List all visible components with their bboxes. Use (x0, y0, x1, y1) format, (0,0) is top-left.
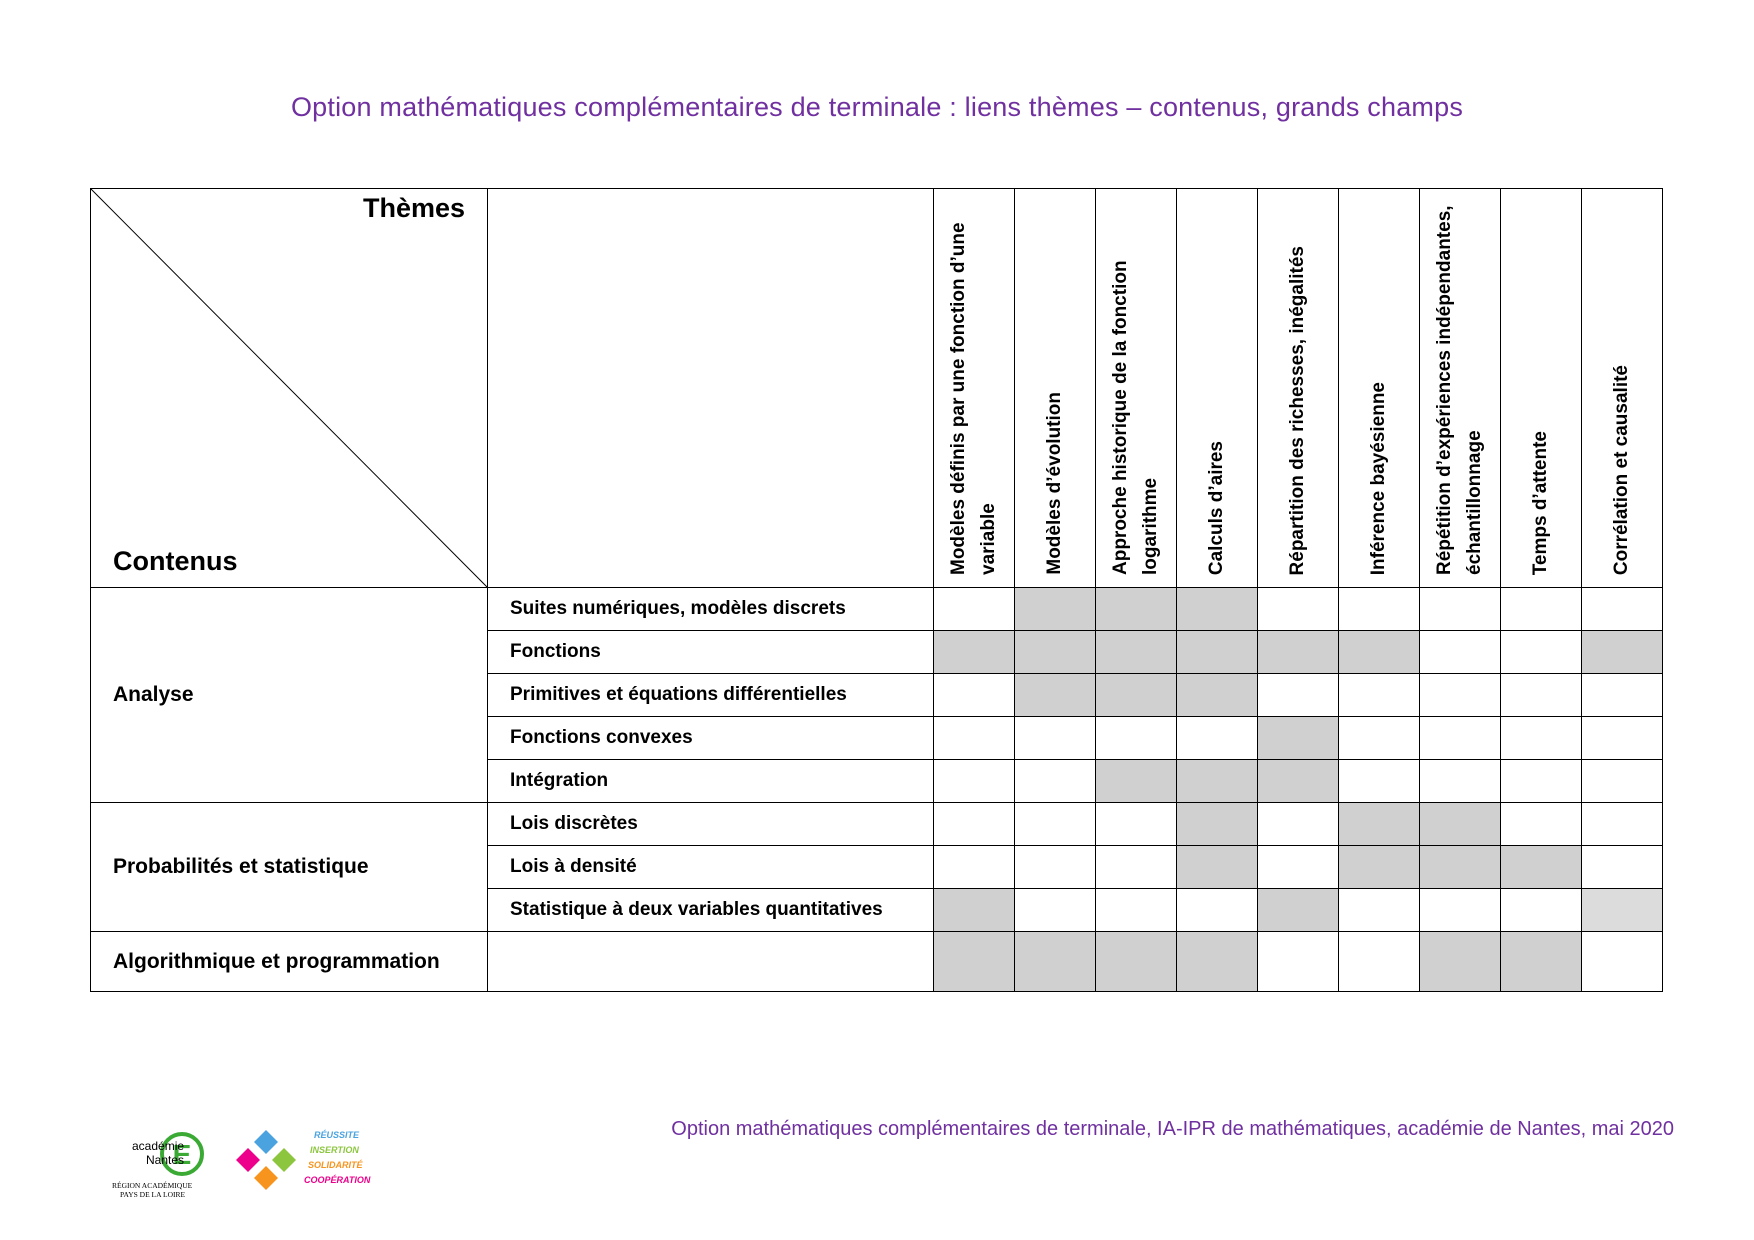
content-label (488, 932, 934, 992)
link-cell-marked (1501, 932, 1582, 992)
link-cell-empty (1015, 846, 1096, 889)
link-cell-marked (1177, 932, 1258, 992)
link-cell-marked (1258, 760, 1339, 803)
link-cell-empty (1501, 631, 1582, 674)
theme-label: Répartition des richesses, inégalités (1287, 245, 1308, 575)
content-group: Algorithmique et programmation (91, 932, 488, 992)
link-cell-marked (1339, 846, 1420, 889)
svg-text:COOPÉRATION: COOPÉRATION (304, 1175, 371, 1185)
link-cell-empty (934, 803, 1015, 846)
link-cell-empty (1258, 803, 1339, 846)
link-cell-marked (1582, 889, 1663, 932)
theme-label: Inférence bayésienne (1368, 381, 1389, 575)
blank-header-cell (488, 189, 934, 588)
link-cell-empty (1420, 588, 1501, 631)
link-cell-marked (1501, 846, 1582, 889)
link-cell-empty (1420, 889, 1501, 932)
svg-text:académie: académie (132, 1139, 185, 1153)
link-cell-marked (1420, 846, 1501, 889)
link-cell-empty (1582, 803, 1663, 846)
values-logo (232, 1120, 382, 1200)
theme-header-9 (1582, 189, 1663, 588)
link-cell-empty (1339, 889, 1420, 932)
theme-header-4 (1177, 189, 1258, 588)
link-cell-marked (1177, 846, 1258, 889)
link-cell-empty (1015, 717, 1096, 760)
link-cell-empty (1015, 889, 1096, 932)
link-cell-marked (1096, 588, 1177, 631)
link-cell-empty (934, 760, 1015, 803)
link-cell-marked (1096, 674, 1177, 717)
link-cell-empty (1015, 760, 1096, 803)
contents-label: Contenus (113, 546, 238, 576)
link-cell-empty (1420, 760, 1501, 803)
link-cell-marked (1582, 631, 1663, 674)
link-cell-empty (1501, 760, 1582, 803)
academie-logo (110, 1120, 210, 1200)
theme-header-1 (934, 189, 1015, 588)
link-cell-marked (1096, 932, 1177, 992)
content-group: Analyse (91, 588, 488, 803)
link-cell-marked (1177, 803, 1258, 846)
link-cell-marked (1258, 717, 1339, 760)
theme-header-7 (1420, 189, 1501, 588)
link-cell-marked (1420, 803, 1501, 846)
link-cell-empty (1258, 932, 1339, 992)
link-cell-marked (934, 932, 1015, 992)
theme-label: Temps d’attente (1530, 430, 1551, 575)
content-label: Lois à densité (488, 846, 934, 889)
link-cell-empty (1339, 674, 1420, 717)
link-cell-marked (934, 631, 1015, 674)
content-label: Fonctions (488, 631, 934, 674)
link-cell-marked (1177, 760, 1258, 803)
theme-label: Approche historique de la fonction logarithme (1110, 260, 1161, 575)
link-cell-empty (1096, 889, 1177, 932)
link-cell-marked (934, 889, 1015, 932)
link-cell-marked (1015, 674, 1096, 717)
svg-text:E: E (172, 1139, 192, 1170)
theme-label: Corrélation et causalité (1611, 364, 1632, 575)
link-cell-empty (1420, 674, 1501, 717)
content-group: Probabilités et statistique (91, 803, 488, 932)
content-label: Statistique à deux variables quantitatives (488, 889, 934, 932)
link-cell-marked (1339, 631, 1420, 674)
link-cell-empty (1420, 631, 1501, 674)
link-cell-empty (1420, 717, 1501, 760)
link-cell-empty (1258, 674, 1339, 717)
theme-label: Calculs d’aires (1206, 440, 1227, 575)
link-cell-marked (1015, 932, 1096, 992)
svg-text:SOLIDARITÉ: SOLIDARITÉ (308, 1160, 363, 1170)
link-cell-empty (1339, 588, 1420, 631)
content-label: Primitives et équations différentielles (488, 674, 934, 717)
link-cell-empty (1582, 674, 1663, 717)
theme-header-8 (1501, 189, 1582, 588)
svg-text:RÉUSSITE: RÉUSSITE (314, 1130, 360, 1140)
table-row (91, 803, 1663, 846)
link-cell-empty (1015, 803, 1096, 846)
content-label: Suites numériques, modèles discrets (488, 588, 934, 631)
link-cell-empty (1177, 717, 1258, 760)
link-cell-empty (1582, 760, 1663, 803)
link-cell-marked (1258, 889, 1339, 932)
link-cell-empty (934, 588, 1015, 631)
link-cell-marked (1420, 932, 1501, 992)
svg-text:INSERTION: INSERTION (310, 1145, 359, 1155)
corner-diagonal (91, 189, 488, 588)
link-cell-empty (1096, 803, 1177, 846)
link-cell-marked (1096, 760, 1177, 803)
link-cell-marked (1339, 803, 1420, 846)
svg-text:RÉGION ACADÉMIQUE: RÉGION ACADÉMIQUE (112, 1181, 193, 1190)
link-cell-marked (1258, 631, 1339, 674)
link-cell-empty (1339, 760, 1420, 803)
link-cell-marked (1177, 674, 1258, 717)
link-cell-empty (1096, 717, 1177, 760)
link-cell-empty (1258, 846, 1339, 889)
link-cell-marked (1096, 631, 1177, 674)
link-cell-marked (1015, 631, 1096, 674)
theme-header-6 (1339, 189, 1420, 588)
footer-text: Option mathématiques complémentaires de terminale, IA-IPR de mathématiques, académie de Nantes, mai 2020 (671, 1118, 1674, 1140)
corner-cell (91, 189, 488, 588)
link-cell-empty (934, 674, 1015, 717)
table-row (91, 932, 1663, 992)
link-cell-empty (1582, 717, 1663, 760)
link-cell-empty (1501, 889, 1582, 932)
link-cell-empty (1339, 717, 1420, 760)
link-cell-empty (1258, 588, 1339, 631)
theme-header-5 (1258, 189, 1339, 588)
themes-label: Thèmes (362, 193, 465, 223)
content-label: Intégration (488, 760, 934, 803)
themes-contents-table (90, 188, 1663, 992)
link-cell-empty (1582, 932, 1663, 992)
link-cell-marked (1177, 588, 1258, 631)
theme-label: Répétition d’expériences indépendantes, échantillonnage (1434, 205, 1485, 575)
link-cell-marked (1015, 588, 1096, 631)
link-cell-empty (1501, 717, 1582, 760)
theme-label: Modèles d’évolution (1044, 392, 1065, 575)
link-cell-empty (1501, 803, 1582, 846)
link-cell-empty (1177, 889, 1258, 932)
link-cell-marked (1177, 631, 1258, 674)
link-cell-empty (1582, 588, 1663, 631)
link-cell-empty (1501, 588, 1582, 631)
svg-text:PAYS DE LA LOIRE: PAYS DE LA LOIRE (120, 1190, 186, 1199)
theme-label: Modèles définis par une fonction d’une variable (948, 222, 999, 575)
svg-text:Nantes: Nantes (146, 1153, 185, 1167)
link-cell-empty (1501, 674, 1582, 717)
link-cell-empty (1096, 846, 1177, 889)
content-label: Fonctions convexes (488, 717, 934, 760)
header-row (91, 189, 1663, 588)
theme-header-3 (1096, 189, 1177, 588)
link-cell-empty (1339, 932, 1420, 992)
link-cell-empty (1582, 846, 1663, 889)
link-cell-empty (934, 846, 1015, 889)
content-label: Lois discrètes (488, 803, 934, 846)
theme-header-2 (1015, 189, 1096, 588)
page-title: Option mathématiques complémentaires de terminale : liens thèmes – contenus, grands champs (290, 92, 1464, 122)
table-row (91, 588, 1663, 631)
link-cell-empty (934, 717, 1015, 760)
